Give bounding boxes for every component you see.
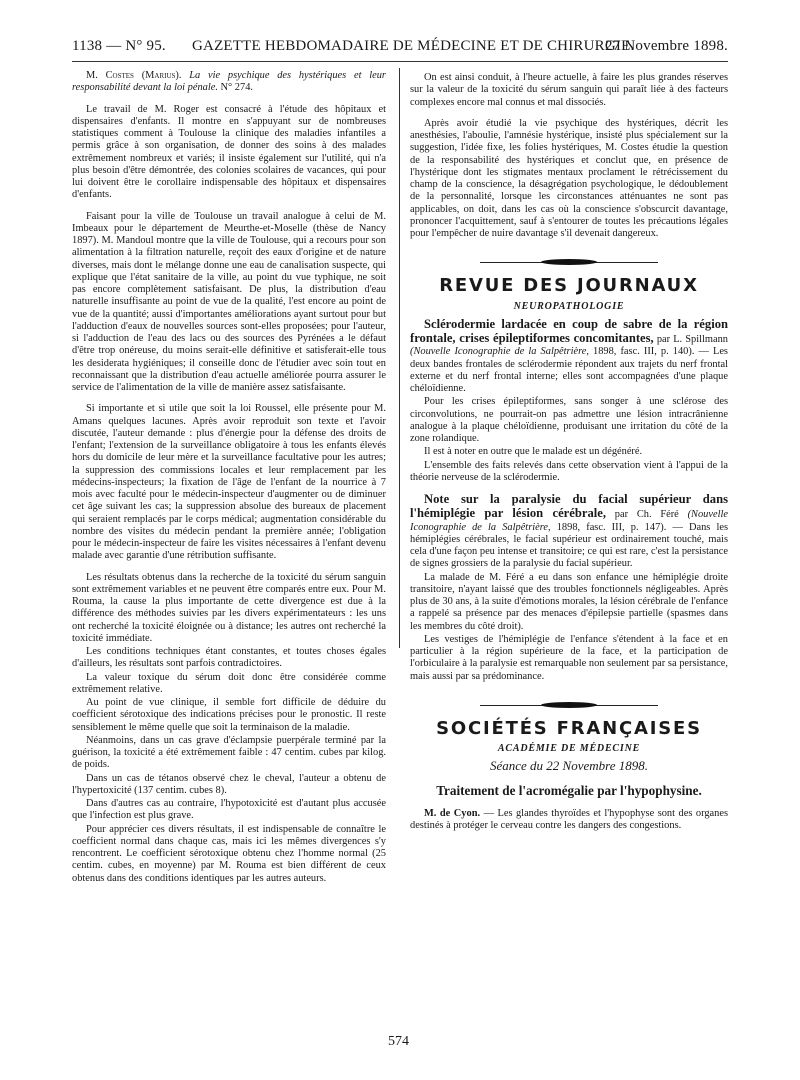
paragraph-theorie: L'ensemble des faits relevés dans cette observation vient à l'appui de la théorie nerveuse de la sclérodermie. [410, 459, 728, 483]
paragraph-clinique: Au point de vue clinique, il semble fort difficile de déduire du coefficient sérotoxique des indications précises pour le pronostic. Il reste sensiblement le même quelle que soit la terminaison de la maladie. [72, 697, 386, 733]
thesis-title: La vie psychique des hystériques et leur responsabilité devant la loi pénale. [72, 70, 386, 94]
page-issue-number: 1138 — N° 95. [72, 38, 166, 54]
article-text: — Dans les hémiplégies cérébrales, le facial supérieur est ordinairement touché, mais cela d'une façon peu intense et transitoire; ce qui est rare, c'est la persistance de signes grossiers de la paralysie du facial supérieur. [410, 521, 728, 570]
article-source: (Nouvelle Iconographie de la Salpêtrière, [410, 509, 728, 533]
paragraph-fere: La malade de M. Féré a eu dans son enfance une hémiplégie droite transitoire, n'ayant laissé que des troubles fonctionnels négligeables. Après plus de 30 ans, à la suite d'émotions morales, la lésion cérébrale de l'enfance a rappelé sa présence par des menaces d'épilepsie partielle (spasmes dans les membres du côté droit). [410, 571, 728, 632]
article-facial [410, 493, 728, 571]
session-date: Séance du 22 Novembre 1898. [489, 758, 648, 774]
paragraph-conditions: Les conditions techniques étant constantes, et toutes choses égales d'ailleurs, les résultats sont parfois contradictoires. [72, 646, 386, 670]
page-folio: 574 [388, 1034, 409, 1049]
paragraph-degenere: Il est à noter en outre que le malade est un dégénéré. [424, 446, 643, 458]
journal-title: GAZETTE HEBDOMADAIRE DE MÉDECINE ET DE CHIRURGIE. [192, 38, 635, 54]
article-ref: 1898, fasc. III, p. 147). [556, 521, 667, 533]
ornamental-rule [410, 256, 728, 270]
paragraph-eclampsie: Néanmoins, dans un cas grave d'éclampsie puerpérale terminé par la guérison, la toxicité a été extrêmement faible : 47 centim. cubes par kilog. de poids. [72, 734, 386, 771]
article-author: par L. Spillmann [656, 334, 728, 345]
paragraph-mandoul: Faisant pour la ville de Toulouse un travail analogue à celui de M. Imbeaux pour le département de Meurthe-et-Moselle (thèse de Nancy 1897). M. Mandoul montre que la ville de Toulouse, qui a recours pour son alimentation à la filtration naturelle, reçoit des eaux d'origine et de nature diverses, mais dont le mélange donne une eau de canalisation suspecte, qui explique que l'état sanitaire de la ville, au point du vue typhique, ne soit pas encore complètement satisfaisant. De plus, la distribution d'eau naturelle insuffisante au point de vue de la qualité, l'est encore au point de vue de la quantité; aussi d'importantes améliorations ayant surtout pour but l'adduction d'eaux de nouvelles sources sont-elles proposées; pour l'auteur, si l'adduction de l'eau des lacs ou des sources des Pyrénées a le défaut d'être trop onéreuse, du moins serait-elle définitive et satisferait-elle tous les desiderata hygiéniques; il conseille donc de l'étudier avec soin tout en reconnaissant que la distribution d'eau actuelle améliorée pourra assurer le service de l'alimentation de la ville de manière assez satisfaisante. [72, 210, 386, 393]
paragraph-costes: Après avoir étudié la vie psychique des hystériques, décrit les anesthésies, l'aboulie, l'amnésie hystérique, insisté plus spécialement sur la suggestion, l'idée fixe, les folies hystériques, M. Costes étudie la question de la responsabilité des hystériques et conclut que, en présence de l'hystérique dont les stigmates mentaux proclament le rétrécissement du champ de la conscience, la désagrégation psychologique, le dédoublement de la personnalité, lorsque les circonstances atténuantes ne sont pas applicables, on doit, dans les cas où la conscience s'obscurcit davantage, prononcer l'acquittement, sauf à s'entourer de toutes les précautions légales pour l'empêcher de nuire davantage s'il devenait dangereux. [410, 117, 728, 239]
header-rule [72, 61, 728, 62]
article-title: Note sur la paralysie du facial supérieur dans l'hémiplégie par lésion cérébrale, [410, 492, 728, 521]
paragraph-coefficient: Pour apprécier ces divers résultats, il est indispensable de connaître le coefficient normal dans chaque cas, mais ici les mêmes divergences s'y rencontrent. Le coefficient sérotoxique obtenu chez l'homme normal (25 centim. cubes, en moyenne) par M. Rouma est bien différent de ceux obtenus dans des conditions identiques par les autres auteurs. [72, 823, 386, 884]
speaker-text: — Les glandes thyroïdes et l'hypophyse sont des organes destinés à protéger le cerveau contre les dangers des congestions. [410, 807, 728, 831]
communication-title: Traitement de l'acromégalie par l'hypophysine. [436, 782, 702, 798]
thesis-author: M. Costes (Marius). [86, 70, 182, 81]
paragraph-vestiges: Les vestiges de l'hémiplégie de l'enfance s'étendent à la face et en particulier à la région supérieure de la face, et la participation de l'orbiculaire à la paralysie est remarquable non seulement par sa persistance, mais aussi par sa prédominance. [410, 633, 728, 682]
rubric-neuropathologie: NEUROPATHOLOGIE [513, 300, 625, 312]
paragraph-valeur: La valeur toxique du sérum doit donc être considérée comme extrêmement relative. [72, 671, 386, 695]
paragraph-roger: Le travail de M. Roger est consacré à l'étude des hôpitaux et dispensaires d'enfants. Il montre en s'appuyant sur de nombreuses statistiques comment à Toulouse la clinique des maladies infantiles a permis grâce à son organisation, de donner des soins à des malades extrêmement nombreux et variés; il insiste également sur l'utilité, qui n'a plus besoin d'être démontrée, des colonies scolaires de vacances, qui pour lui doivent être le corollaire indispensable des hôpitaux et dispensaires d'enfants. [72, 103, 386, 201]
rubric-academie: ACADÉMIE DE MÉDECINE [497, 743, 641, 754]
article-title: Sclérodermie lardacée en coup de sabre de la région frontale, crises épileptiformes concomitantes, [410, 316, 728, 345]
speaker-name: M. de Cyon. [424, 807, 481, 819]
paragraph-rouma: Les résultats obtenus dans la recherche de la toxicité du sérum sanguin sont extrêmement variables et ne peuvent être comparés entre eux. Pour M. Rouma, la cause la plus importante de cette divergence est due à la différence des méthodes suivies par les divers expérimentateurs : les uns ont recherché la toxicité éloignée ou à distance; les autres ont recherché la toxicité immédiate. [72, 571, 386, 644]
article-ref: 1898, fasc. III, p. 140). [593, 346, 695, 358]
issue-date: 27 Novembre 1898. [605, 38, 728, 54]
column-divider [399, 68, 400, 648]
article-source: (Nouvelle Iconographie de la Salpêtrière, [410, 346, 589, 358]
right-column [410, 72, 728, 841]
ornamental-rule [410, 699, 728, 713]
paragraph-hypotoxicite: Dans d'autres cas au contraire, l'hypotoxicité est d'autant plus accusée que l'infection est plus grave. [72, 798, 386, 822]
paragraph-amans: Si importante et si utile que soit la loi Roussel, elle présente pour M. Amans quelques lacunes. Après avoir reproduit son texte et l'avoir discutée, l'auteur demande : plus d'énergie pour la défense des droits de l'enfant; l'extension de la surveillance obligatoire à tous les enfants élevés hors du domicile de leur mère et la surveillance facultative pour les autres; la suppression des commissions locales et leur remplacement par les médecins-inspecteurs; la fixation de l'âge de l'enfant de la nourrice à 7 mois avec faculté pour le médecin-inspecteur d'augmenter ou de diminuer cet âge suivant les cas; la suppression absolue des bureaux de placement qui seraient remplacés par le corps médical; augmentation considérable du nombre des visites du médecin pendant la première année; l'obligation pour le médecin-inspecteur de faire les visites nécessaires à l'enfant devenu malade avec garantie d'une rétribution suffisante. [72, 403, 386, 562]
paragraph-cyon [410, 808, 728, 833]
paragraph-crises: Pour les crises épileptiformes, sans songer à une sclérose des circonvolutions, ne pourrait-on pas admettre une lésion intracrânienne analogue à la plaque chéloïdienne, produisant une irritation du côté de la zone rolandique. [410, 396, 728, 444]
left-column [72, 70, 386, 886]
paragraph-tetanos: Dans un cas de tétanos observé chez le cheval, l'auteur a obtenu de l'hypertoxicité (137 centim. cubes 8). [72, 772, 386, 796]
thesis-number: N° 274. [220, 82, 253, 94]
paragraph-conclusion-toxicite: On est ainsi conduit, à l'heure actuelle, à faire les plus grandes réserves sur la valeur de la toxicité du sérum sanguin qui paraît liée à des facteurs complexes encore mal connus et mal dissociés. [410, 72, 728, 108]
article-author: par Ch. Féré [614, 509, 679, 521]
section-title-societes: SOCIÉTÉS FRANÇAISES [436, 717, 702, 739]
article-sclerodermie [410, 318, 728, 396]
article-text: — Les deux bandes frontales de sclérodermie répondent aux trajets du nerf frontal externe et du nerf frontal interne; elles sont accompagnées d'une plaque chéloïdienne. [410, 346, 728, 394]
running-head [72, 38, 728, 60]
thesis-entry [72, 70, 386, 95]
section-title-revue: REVUE DES JOURNAUX [439, 275, 699, 297]
